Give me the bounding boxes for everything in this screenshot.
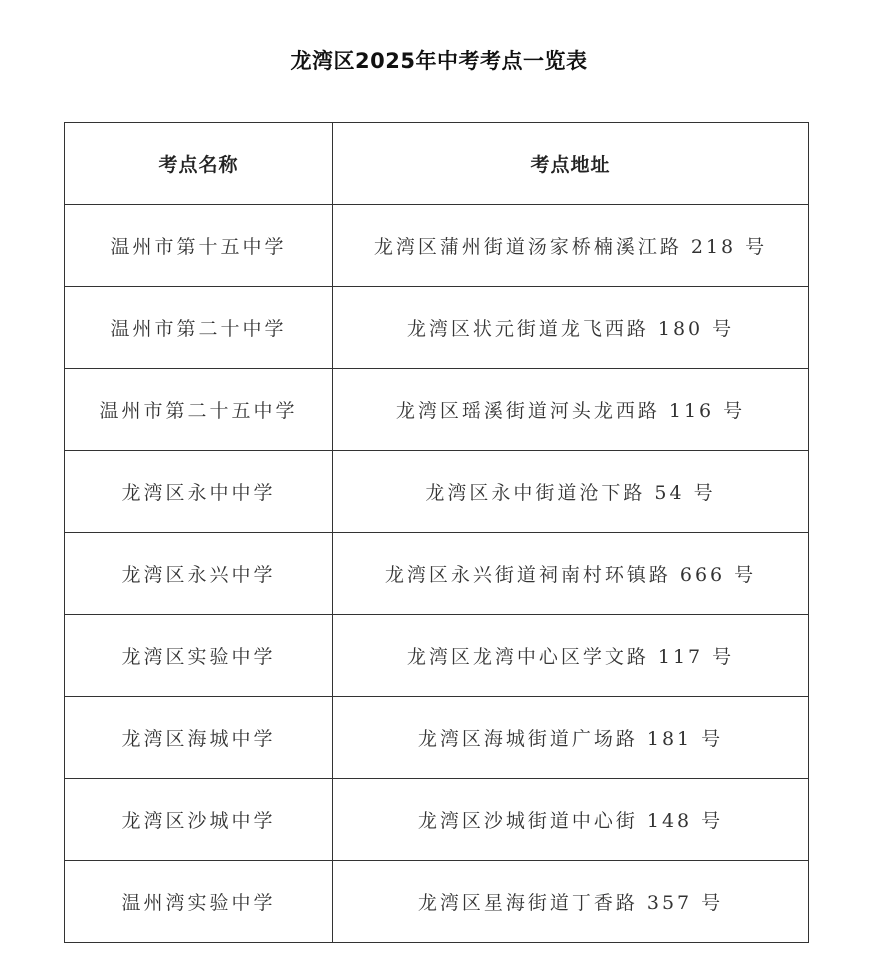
column-header-site-address: 考点地址 — [333, 123, 809, 205]
table-row — [65, 779, 809, 861]
column-header-site-name: 考点名称 — [65, 123, 333, 205]
site-address-cell: 龙湾区永兴街道祠南村环镇路 666 号 — [333, 533, 809, 615]
table-row — [65, 287, 809, 369]
table-row — [65, 369, 809, 451]
site-address-cell: 龙湾区永中街道沧下路 54 号 — [333, 451, 809, 533]
table-row — [65, 615, 809, 697]
table-row — [65, 451, 809, 533]
site-name-cell: 龙湾区永兴中学 — [65, 533, 333, 615]
site-name-cell: 龙湾区海城中学 — [65, 697, 333, 779]
site-name-cell: 龙湾区实验中学 — [65, 615, 333, 697]
site-name-cell: 龙湾区沙城中学 — [65, 779, 333, 861]
site-name-cell: 温州市第二十中学 — [65, 287, 333, 369]
site-address-cell: 龙湾区龙湾中心区学文路 117 号 — [333, 615, 809, 697]
table-row — [65, 697, 809, 779]
site-address-cell: 龙湾区沙城街道中心街 148 号 — [333, 779, 809, 861]
table-row — [65, 205, 809, 287]
site-address-cell: 龙湾区星海街道丁香路 357 号 — [333, 861, 809, 943]
page-title: 龙湾区2025年中考考点一览表 — [290, 49, 588, 73]
exam-sites-table — [64, 122, 809, 943]
site-name-cell: 温州市第十五中学 — [65, 205, 333, 287]
site-address-cell: 龙湾区状元街道龙飞西路 180 号 — [333, 287, 809, 369]
site-name-cell: 温州湾实验中学 — [65, 861, 333, 943]
site-address-cell: 龙湾区海城街道广场路 181 号 — [333, 697, 809, 779]
site-name-cell: 龙湾区永中中学 — [65, 451, 333, 533]
table-row — [65, 533, 809, 615]
site-name-cell: 温州市第二十五中学 — [65, 369, 333, 451]
site-address-cell: 龙湾区瑶溪街道河头龙西路 116 号 — [333, 369, 809, 451]
site-address-cell: 龙湾区蒲州街道汤家桥楠溪江路 218 号 — [333, 205, 809, 287]
table-row — [65, 861, 809, 943]
table-header-row — [65, 123, 809, 205]
